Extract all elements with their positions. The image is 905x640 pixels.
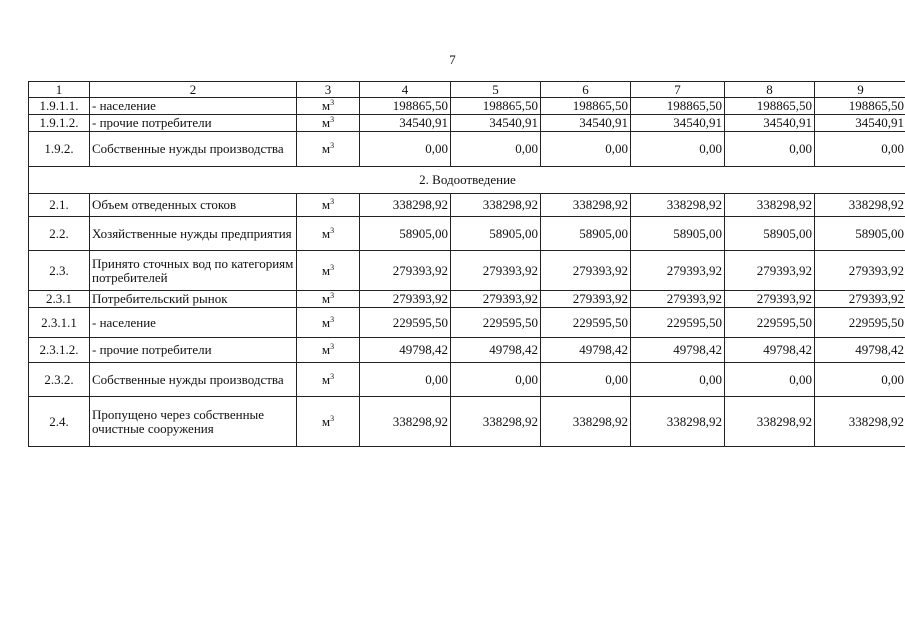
table-row — [29, 194, 905, 217]
table-body — [29, 98, 905, 447]
value-cell: 338298,92 — [360, 397, 451, 447]
value-cell: 0,00 — [451, 132, 541, 167]
value-cell: 49798,42 — [631, 338, 725, 363]
value-cell: 0,00 — [631, 132, 725, 167]
row-number: 2.3.1.2. — [29, 338, 90, 363]
row-name: Пропущено через собственные очистные сооружения — [90, 397, 297, 447]
unit-base: м — [321, 98, 331, 113]
row-unit — [297, 291, 360, 308]
unit-base: м — [321, 413, 331, 429]
table-row — [29, 291, 905, 308]
data-table — [28, 81, 905, 447]
table-row — [29, 98, 905, 115]
value-cell: 229595,50 — [541, 308, 631, 338]
unit-exponent: 3 — [330, 413, 335, 423]
row-number: 1.9.2. — [29, 132, 90, 167]
value-cell: 0,00 — [725, 132, 815, 167]
row-number: 1.9.1.1. — [29, 98, 90, 115]
unit-base: м — [321, 115, 331, 130]
row-name: - население — [90, 98, 297, 115]
value-cell: 198865,50 — [631, 98, 725, 115]
unit-base: м — [321, 197, 331, 212]
table-row — [29, 397, 905, 447]
unit-base: м — [321, 262, 331, 278]
value-cell: 49798,42 — [541, 338, 631, 363]
unit-exponent: 3 — [330, 371, 335, 381]
unit-base: м — [321, 371, 331, 387]
unit-base: м — [321, 342, 331, 357]
row-number: 2.3.1.1 — [29, 308, 90, 338]
value-cell: 58905,00 — [360, 217, 451, 251]
unit-exponent: 3 — [330, 141, 335, 150]
value-cell: 58905,00 — [631, 217, 725, 251]
row-unit — [297, 308, 360, 338]
row-number: 2.3.1 — [29, 291, 90, 308]
value-cell: 34540,91 — [541, 115, 631, 132]
row-unit — [297, 251, 360, 291]
value-cell: 34540,91 — [631, 115, 725, 132]
value-cell: 279393,92 — [631, 291, 725, 308]
value-cell: 338298,92 — [725, 194, 815, 217]
row-unit — [297, 397, 360, 447]
value-cell: 338298,92 — [360, 194, 451, 217]
unit-base: м — [321, 291, 331, 306]
value-cell: 34540,91 — [725, 115, 815, 132]
value-cell: 338298,92 — [451, 194, 541, 217]
table-row — [29, 363, 905, 397]
value-cell: 58905,00 — [815, 217, 905, 251]
value-cell: 0,00 — [815, 363, 905, 397]
row-name: Принято сточных вод по категориям потребителей — [90, 251, 297, 291]
row-unit — [297, 363, 360, 397]
value-cell: 58905,00 — [451, 217, 541, 251]
value-cell: 198865,50 — [360, 98, 451, 115]
value-cell: 338298,92 — [541, 194, 631, 217]
section-title: 2. Водоотведение — [29, 167, 905, 194]
value-cell: 198865,50 — [725, 98, 815, 115]
unit-base: м — [321, 141, 331, 156]
unit-exponent: 3 — [330, 225, 335, 235]
value-cell: 338298,92 — [631, 397, 725, 447]
page-number: 7 — [449, 52, 456, 67]
value-cell: 338298,92 — [451, 397, 541, 447]
row-number: 2.1. — [29, 194, 90, 217]
value-cell: 338298,92 — [725, 397, 815, 447]
value-cell: 338298,92 — [631, 194, 725, 217]
column-header-3: 3 — [297, 82, 360, 98]
value-cell: 229595,50 — [360, 308, 451, 338]
value-cell: 0,00 — [360, 363, 451, 397]
value-cell: 338298,92 — [541, 397, 631, 447]
value-cell: 198865,50 — [541, 98, 631, 115]
value-cell: 229595,50 — [725, 308, 815, 338]
table-row — [29, 132, 905, 167]
value-cell: 34540,91 — [815, 115, 905, 132]
value-cell: 0,00 — [815, 132, 905, 167]
row-name: Собственные нужды производства — [90, 132, 297, 167]
row-number: 1.9.1.2. — [29, 115, 90, 132]
row-name: Потребительский рынок — [90, 291, 297, 308]
value-cell: 338298,92 — [815, 397, 905, 447]
row-unit — [297, 338, 360, 363]
value-cell: 279393,92 — [725, 291, 815, 308]
row-unit — [297, 98, 360, 115]
column-header-1: 1 — [29, 82, 90, 98]
table-row — [29, 217, 905, 251]
row-name: - прочие потребители — [90, 115, 297, 132]
value-cell: 279393,92 — [360, 291, 451, 308]
row-name: Хозяйственные нужды предприятия — [90, 217, 297, 251]
row-name: Собственные нужды производства — [90, 363, 297, 397]
row-number: 2.2. — [29, 217, 90, 251]
value-cell: 49798,42 — [451, 338, 541, 363]
unit-exponent: 3 — [330, 342, 335, 351]
unit-exponent: 3 — [330, 291, 335, 300]
value-cell: 229595,50 — [451, 308, 541, 338]
column-header-8: 8 — [725, 82, 815, 98]
row-number: 2.3. — [29, 251, 90, 291]
value-cell: 279393,92 — [541, 251, 631, 291]
value-cell: 0,00 — [725, 363, 815, 397]
column-header-6: 6 — [541, 82, 631, 98]
row-name: Объем отведенных стоков — [90, 194, 297, 217]
column-header-9: 9 — [815, 82, 905, 98]
table-header-row — [29, 82, 905, 98]
value-cell: 338298,92 — [815, 194, 905, 217]
value-cell: 34540,91 — [451, 115, 541, 132]
row-number: 2.3.2. — [29, 363, 90, 397]
column-header-7: 7 — [631, 82, 725, 98]
row-unit — [297, 115, 360, 132]
value-cell: 229595,50 — [631, 308, 725, 338]
unit-exponent: 3 — [330, 314, 335, 324]
value-cell: 279393,92 — [541, 291, 631, 308]
row-name: - прочие потребители — [90, 338, 297, 363]
table-row — [29, 251, 905, 291]
value-cell: 198865,50 — [451, 98, 541, 115]
value-cell: 0,00 — [631, 363, 725, 397]
value-cell: 279393,92 — [360, 251, 451, 291]
value-cell: 58905,00 — [541, 217, 631, 251]
row-unit — [297, 194, 360, 217]
column-header-5: 5 — [451, 82, 541, 98]
value-cell: 49798,42 — [360, 338, 451, 363]
value-cell: 49798,42 — [815, 338, 905, 363]
row-unit — [297, 217, 360, 251]
unit-base: м — [321, 225, 331, 241]
value-cell: 198865,50 — [815, 98, 905, 115]
value-cell: 279393,92 — [451, 291, 541, 308]
value-cell: 279393,92 — [815, 291, 905, 308]
value-cell: 279393,92 — [451, 251, 541, 291]
unit-base: м — [321, 314, 331, 330]
row-unit — [297, 132, 360, 167]
value-cell: 0,00 — [541, 363, 631, 397]
value-cell: 279393,92 — [725, 251, 815, 291]
table-row — [29, 115, 905, 132]
column-header-4: 4 — [360, 82, 451, 98]
unit-exponent: 3 — [330, 262, 335, 272]
unit-exponent: 3 — [330, 115, 335, 124]
value-cell: 0,00 — [541, 132, 631, 167]
value-cell: 58905,00 — [725, 217, 815, 251]
row-name: - население — [90, 308, 297, 338]
unit-exponent: 3 — [330, 98, 335, 107]
row-number: 2.4. — [29, 397, 90, 447]
value-cell: 49798,42 — [725, 338, 815, 363]
unit-exponent: 3 — [330, 197, 335, 206]
value-cell: 279393,92 — [631, 251, 725, 291]
value-cell: 0,00 — [360, 132, 451, 167]
table-row — [29, 338, 905, 363]
value-cell: 34540,91 — [360, 115, 451, 132]
section-row — [29, 167, 905, 194]
value-cell: 229595,50 — [815, 308, 905, 338]
value-cell: 279393,92 — [815, 251, 905, 291]
value-cell: 0,00 — [451, 363, 541, 397]
column-header-2: 2 — [90, 82, 297, 98]
table-row — [29, 308, 905, 338]
